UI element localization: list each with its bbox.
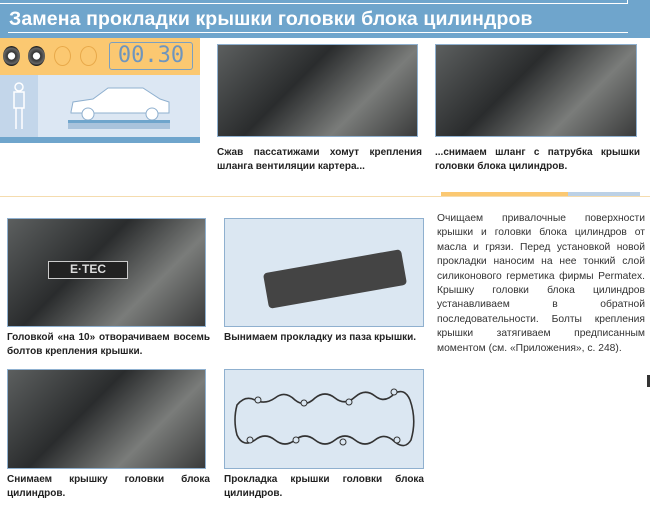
page-title: Замена прокладки крышки головки блока цилиндров: [9, 8, 533, 30]
info-panel: [0, 38, 200, 143]
step-caption: Прокладка крышки головки блока цилиндров.: [224, 474, 424, 499]
photo-bolts: E·TEC: [7, 218, 206, 327]
header-rule: [0, 0, 628, 4]
page-header: [0, 0, 650, 38]
nut-icon-filled: [3, 46, 20, 66]
person-column: [0, 75, 38, 137]
header-underline: [8, 32, 628, 33]
photo-clamp-hose: [217, 44, 418, 137]
section-divider: [0, 196, 650, 197]
panel-bottom-bar: [0, 137, 200, 143]
nut-icon-empty: [80, 46, 97, 66]
gasket-drawing: [225, 370, 424, 469]
step-caption: Снимаем крышку головки блока цилиндров.: [7, 474, 210, 499]
step-caption: ...снимаем шланг с патрубка крышки головки блока цилиндров.: [435, 147, 640, 172]
step-caption: Вынимаем прокладку из паза крышки.: [224, 332, 417, 343]
time-display: 00.30: [109, 42, 193, 70]
photo-gasket: [224, 369, 424, 469]
car-on-lift-icon: [68, 82, 173, 132]
photo-remove-hose: [435, 44, 637, 137]
step-caption: Сжав пассатижами хомут крепления шланга вентиляции картера...: [217, 147, 422, 172]
nut-icon-filled: [28, 46, 45, 66]
step-caption: Головкой «на 10» отворачиваем восемь болтов крепления крышки.: [7, 332, 210, 357]
photo-remove-gasket: [224, 218, 424, 327]
difficulty-row: [0, 38, 200, 75]
person-icon: [0, 75, 38, 137]
body-paragraph: Очищаем привалочные поверхности крышки и головки блока цилиндров от масла и грязи. Перед установкой новой прокладки наносим на нее тонкий слой силиконового герметика фирмы Permatex. Крышку головки блока цилиндров устанавливаем в обратной последовательности. Болты крепления крышки затягиваем предписанным моментом (см. «Приложения», с. 248).: [437, 213, 645, 354]
nut-icon-empty: [54, 46, 71, 66]
photo-remove-cover: [7, 369, 206, 469]
